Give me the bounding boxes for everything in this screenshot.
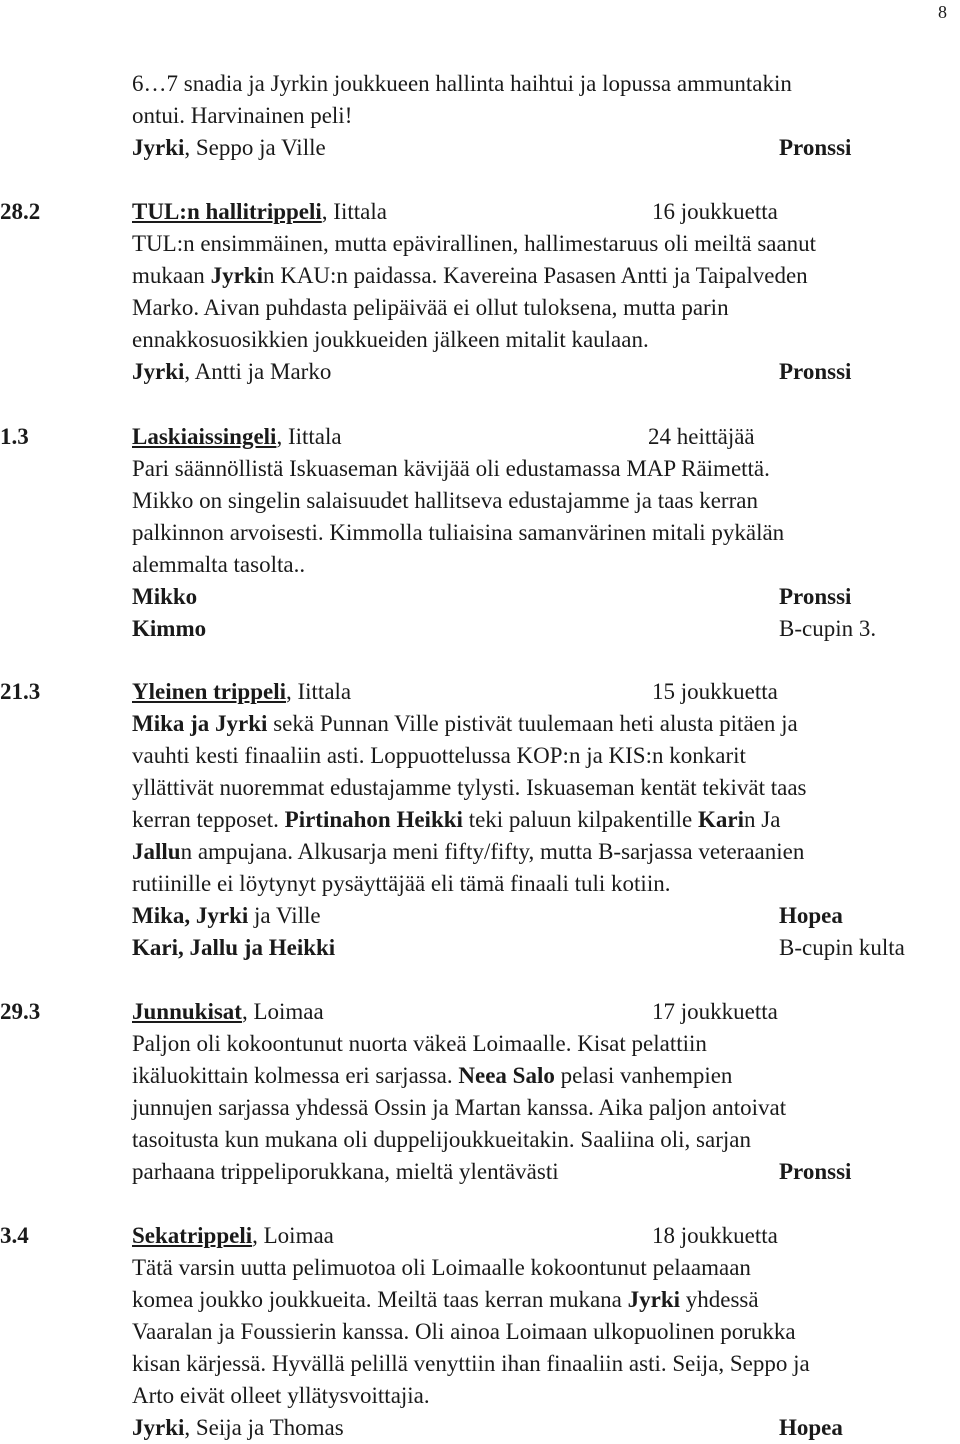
event-text-line: alemmalta tasolta.. (132, 552, 306, 577)
event-text-line (132, 1062, 732, 1090)
text-span: n ampujana. Alkusarja meni fifty/fifty, mutta B-sarjassa veteraanien (180, 839, 805, 864)
event-title: Junnukisat (132, 999, 242, 1024)
event-location: , Iittala (321, 199, 387, 224)
team-name: Kari, Jallu ja Heikki (132, 935, 336, 960)
team-rest: , Antti ja Marko (184, 359, 332, 384)
text-span: komea joukko joukkueita. Meiltä taas kerran mukana (132, 1287, 628, 1312)
intro-result (779, 134, 851, 162)
event-text-line (132, 1286, 759, 1314)
intro-line-2: ontui. Harvinainen peli! (132, 103, 353, 128)
event-text-line: junnujen sarjassa yhdessä Ossin ja Martan kanssa. Aika paljon antoivat (132, 1095, 787, 1120)
event-result (779, 1414, 843, 1442)
event-heading (132, 198, 387, 226)
event-text-line: ennakkosuosikkien joukkueiden jälkeen mitalit kaulaan. (132, 327, 649, 352)
event-result: B-cupin kulta (779, 935, 905, 960)
text-bold: Pirtinahon Heikki (284, 807, 463, 832)
team-rest: ja Ville (248, 903, 321, 928)
event-result (779, 902, 843, 930)
team-name: Mika, Jyrki (132, 903, 249, 928)
event-team (132, 1414, 344, 1442)
event-text-line (132, 806, 780, 834)
event-heading (132, 423, 342, 451)
team-rest: , Seija ja Thomas (184, 1415, 344, 1440)
result-text: Hopea (779, 1415, 843, 1440)
intro-result-text: Pronssi (779, 135, 852, 160)
event-text-line: Vaaralan ja Foussierin kanssa. Oli ainoa Loimaan ulkopuolinen porukka (132, 1319, 796, 1344)
text-span: mukaan (132, 263, 211, 288)
text-bold: Mika ja Jyrki (132, 711, 268, 736)
event-text-line: kisan kärjessä. Hyvällä pelillä venyttiin ihan finaaliin asti. Seija, Seppo ja (132, 1351, 810, 1376)
result-name-text: Mikko (132, 584, 198, 609)
result-name-text: Kimmo (132, 616, 207, 641)
text-bold: Jyrki (627, 1287, 681, 1312)
intro-line-1: 6…7 snadia ja Jyrkin joukkueen hallinta haihtui ja lopussa ammuntakin (132, 71, 792, 96)
text-span: n Ja (744, 807, 781, 832)
event-title: TUL:n hallitrippeli (132, 199, 322, 224)
text-span: ikäluokittain kolmessa eri sarjassa. (132, 1063, 459, 1088)
event-result (779, 1158, 851, 1186)
event-location: , Loimaa (252, 1223, 334, 1248)
event-text-line: Mikko on singelin salaisuudet hallitseva edustajamme ja taas kerran (132, 488, 758, 513)
event-date: 29.3 (0, 999, 41, 1024)
text-span: yhdessä (680, 1287, 759, 1312)
event-text-line: palkinnon arvoisesti. Kimmolla tuliaisina samanvärinen mitali pykälän (132, 520, 785, 545)
text-span: teki paluun kilpakentille (462, 807, 698, 832)
event-title: Laskiaissingeli (132, 424, 277, 449)
event-date: 21.3 (0, 679, 41, 704)
result-text: Hopea (779, 903, 843, 928)
event-result: B-cupin 3. (779, 616, 877, 641)
event-location: , Iittala (276, 424, 342, 449)
result-text: Pronssi (779, 359, 852, 384)
intro-team-rest: , Seppo ja Ville (184, 135, 326, 160)
text-span: sekä Punnan Ville pistivät tuulemaan heti alusta pitäen ja (267, 711, 798, 736)
event-count: 15 joukkuetta (652, 679, 778, 704)
event-team (132, 358, 331, 386)
event-team (132, 934, 335, 962)
event-location: , Iittala (285, 679, 352, 704)
team-name: Jyrki (132, 1415, 185, 1440)
event-count: 24 heittäjää (648, 424, 755, 449)
page-number: 8 (938, 2, 947, 22)
intro-team (132, 134, 326, 162)
event-date: 3.4 (0, 1223, 29, 1248)
event-text-line: yllättivät nuoremmat edustajamme tylysti. Iskuaseman kentät tekivät taas (132, 775, 807, 800)
text-span: n KAU:n paidassa. Kavereina Pasasen Antti ja Taipalveden (262, 263, 808, 288)
event-text-line: Paljon oli kokoontunut nuorta väkeä Loimaalle. Kisat pelattiin (132, 1031, 707, 1056)
event-text-line: Arto eivät olleet yllätysvoittajia. (132, 1383, 430, 1408)
event-title: Sekatrippeli (132, 1223, 253, 1248)
event-count: 17 joukkuetta (652, 999, 778, 1024)
intro-team-name: Jyrki (132, 135, 185, 160)
event-date: 1.3 (0, 424, 29, 449)
result-text: Pronssi (779, 1159, 852, 1184)
event-text-line: vauhti kesti finaaliin asti. Loppuottelussa KOP:n ja KIS:n konkarit (132, 743, 746, 768)
event-text-line: Marko. Aivan puhdasta pelipäivää ei ollut tuloksena, mutta parin (132, 295, 729, 320)
event-text-line (132, 262, 808, 290)
event-title: Yleinen trippeli (132, 679, 286, 704)
team-name: Jyrki (132, 359, 185, 384)
event-text-line (132, 838, 804, 866)
event-team (132, 902, 321, 930)
event-result (779, 583, 851, 611)
event-text-line: Pari säännöllistä Iskuaseman kävijää oli edustamassa MAP Räimettä. (132, 456, 770, 481)
text-span: kerran tepposet. (132, 807, 285, 832)
event-location: , Loimaa (241, 999, 324, 1024)
text-bold: Jallu (132, 839, 181, 864)
event-heading (132, 998, 324, 1026)
event-count: 16 joukkuetta (652, 199, 778, 224)
event-text-line: parhaana trippeliporukkana, mieltä ylentävästi (132, 1159, 559, 1184)
result-name (132, 615, 206, 643)
event-result (779, 358, 851, 386)
text-bold: Kari (698, 807, 744, 832)
event-text-line: rutiinille ei löytynyt pysäyttäjää eli tämä finaali tuli kotiin. (132, 871, 671, 896)
text-bold: Jyrki (210, 263, 263, 288)
text-span: pelasi vanhempien (554, 1063, 733, 1088)
event-heading (132, 1222, 334, 1250)
result-name (132, 583, 197, 611)
event-count: 18 joukkuetta (652, 1223, 778, 1248)
text-bold: Neea Salo (458, 1063, 555, 1088)
event-text-line: tasoitusta kun mukana oli duppelijoukkueitakin. Saaliina oli, sarjan (132, 1127, 751, 1152)
event-text-line: Tätä varsin uutta pelimuotoa oli Loimaalle kokoontunut pelaamaan (132, 1255, 751, 1280)
result-text: Pronssi (779, 584, 852, 609)
event-text-line (132, 710, 798, 738)
event-date: 28.2 (0, 199, 41, 224)
event-text-line: TUL:n ensimmäinen, mutta epävirallinen, hallimestaruus oli meiltä saanut (132, 231, 817, 256)
event-heading (132, 678, 351, 706)
